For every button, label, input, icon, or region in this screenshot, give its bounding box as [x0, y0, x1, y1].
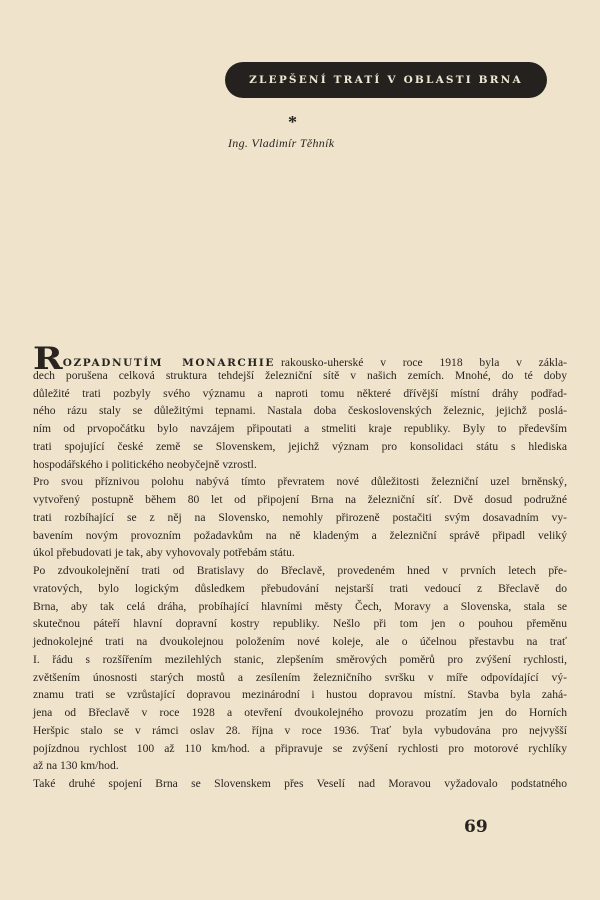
- text-line: ného rázu staly se důležitými tepnami. Nastala doba československých železnic, jejichž poslá-: [33, 404, 567, 418]
- text-line: dech porušena celková struktura tehdejší železniční sítě v našich zemích. Mnohé, do té doby: [33, 368, 567, 382]
- text-line: Také druhé spojení Brna se Slovenskem přes Veselí nad Moravou vyžadovalo podstatného: [33, 777, 567, 790]
- text-line: jena od Břeclavě v roce 1928 a otevření dvoukolejného provozu prozatím jen do Horních: [33, 706, 567, 719]
- text-line: úkol přebudovati je tak, aby vyhovovaly potřebám státu.: [33, 546, 295, 560]
- text-line: hospodářského i politického neobyčejně vzrostl.: [33, 457, 257, 471]
- text-line: Pro svou příznivou polohu nabývá tímto převratem nové důležitosti železniční uzel brněnský,: [33, 475, 567, 489]
- text-line: pojízdnou rychlost 100 až 110 km/hod. a připravuje se zvýšení rychlosti pro motorové rychlíky: [33, 741, 567, 755]
- article-title: ZLEPŠENÍ TRATÍ V OBLASTI BRNA: [249, 74, 523, 86]
- text-line: I. řádu s rozšířením mezilehlých stanic, zlepšením směrových poměrů pro zvýšení rychlosti,: [33, 652, 567, 666]
- text-line: důležité trati pozbyly svého významu a naproti tomu některé dřívější místní dráhy podřad-: [33, 386, 567, 400]
- page-number: 69: [464, 817, 488, 837]
- text-line: trati spojující české země se Slovenskem, jejichž význam pro konsolidaci státu s hlediska: [33, 439, 567, 453]
- text-line: Brna, aby tak celá dráha, probíhající hlavními městy Čech, Moravy a Slovenska, stala se: [33, 599, 567, 613]
- drop-cap: R: [33, 341, 63, 377]
- text-line: znamu trati se vzrůstající dopravou mezinárodní i hustou dopravou místní. Stavba byla zahá-: [33, 688, 567, 702]
- text-line: Heršpic stalo se v rámci oslav 28. října v roce 1936. Trať byla vybudována pro nejvyšší: [33, 723, 567, 737]
- text-line: Po zdvoukolejnění trati od Bratislavy do Břeclavě, provedeném hned v prvních letech pře-: [33, 564, 567, 577]
- line-text: rakousko-uherské v roce 1918 byla v zákla-: [281, 356, 567, 369]
- ornament-asterisk: *: [288, 112, 297, 132]
- text-line: vratových, bylo logickým důsledkem přebudování nejstarší trati vedoucí z Břeclavě do: [33, 581, 567, 595]
- text-line: bavením novým provozním požadavkům na ně kladeným a železniční správě připadl veliký: [33, 528, 567, 542]
- text-line: jednokolejné trati na dvoukolejnou položením nové koleje, ale o účelnou přestavbu na trať: [33, 635, 567, 648]
- author-name: Ing. Vladimír Těhník: [228, 136, 335, 150]
- lead-small-caps: OZPADNUTÍM MONARCHIE: [62, 357, 276, 369]
- article-title-banner: [225, 62, 547, 98]
- text-line: vytvořený postupně během 80 let od připojení Brna na železniční síť. Dvě dosud podružné: [33, 493, 567, 506]
- text-line: skutečnou páteří hlavní dopravní kostry republiky. Nešlo při tom jen o pouhou přeměnu: [33, 617, 567, 631]
- text-line: až na 130 km/hod.: [33, 759, 119, 773]
- article-body: [33, 341, 567, 793]
- text-line: zvětšením únosnosti starých mostů a zesílením železničního svršku v míře odpovídající vý-: [33, 670, 567, 684]
- text-line: ním od prvopočátku bylo navzájem připoutati a stmeliti kraje republiky. Byly to především: [33, 422, 567, 435]
- text-line: trati rozbíhající se z něj na Slovensko, nemohly přirozeně postačiti svým dosavadním vy-: [33, 510, 567, 524]
